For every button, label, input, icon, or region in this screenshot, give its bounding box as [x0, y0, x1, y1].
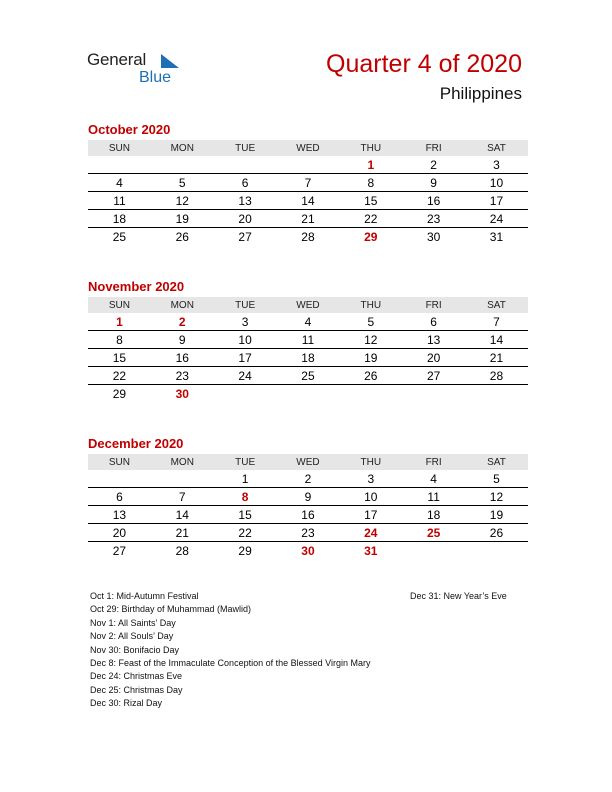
day-cell: 26 [175, 230, 189, 244]
weekday-label: WED [296, 299, 320, 311]
week-row [88, 524, 528, 542]
weekday-label: SAT [487, 142, 506, 154]
day-cell: 22 [112, 368, 127, 383]
day-cell: 6 [241, 175, 249, 190]
day-cell: 21 [301, 211, 315, 226]
day-cell: 16 [426, 193, 441, 208]
day-cell: 1 [367, 157, 375, 172]
week-row [88, 228, 528, 246]
week-row [88, 488, 528, 506]
month-title: November 2020 [88, 279, 185, 294]
holiday-note: Oct 29: Birthday of Muhammad (Mawlid) [90, 604, 252, 615]
week-row [88, 192, 528, 210]
weekday-header-row [88, 454, 528, 470]
month-title: December 2020 [88, 436, 184, 451]
holiday-list [90, 590, 390, 711]
calendar-grid [88, 297, 528, 403]
day-cell: 16 [175, 350, 189, 365]
brand-logo [87, 50, 187, 90]
holiday-note: Nov 2: All Souls’ Day [90, 631, 174, 642]
week-row [88, 506, 528, 524]
day-cell: 7 [178, 489, 186, 504]
week-row [88, 385, 528, 403]
weekday-label: MON [170, 142, 194, 154]
day-cell: 11 [427, 489, 440, 504]
day-cell: 29 [364, 230, 378, 244]
week-row [88, 331, 528, 349]
day-cell: 3 [493, 157, 500, 172]
day-cell: 2 [304, 471, 312, 486]
week-row [88, 542, 528, 560]
day-cell: 21 [489, 350, 504, 365]
week-row [88, 470, 528, 488]
day-cell: 27 [112, 544, 127, 558]
day-cell: 9 [430, 175, 437, 190]
weekday-label: THU [360, 456, 382, 468]
day-cell: 17 [364, 507, 378, 522]
day-cell: 24 [238, 368, 252, 383]
day-cell: 27 [238, 230, 252, 244]
day-cell: 7 [304, 175, 312, 190]
weekday-label: WED [296, 456, 320, 468]
weekday-label: THU [360, 299, 382, 311]
day-cell: 22 [364, 211, 378, 226]
day-cell: 14 [175, 507, 189, 522]
day-cell: 29 [112, 387, 127, 401]
day-cell: 3 [241, 314, 249, 329]
week-row [88, 367, 528, 385]
week-row [88, 313, 528, 331]
month-october [88, 122, 528, 246]
weekday-label: SAT [487, 299, 506, 311]
week-row [88, 156, 528, 174]
day-cell: 28 [301, 230, 315, 244]
day-cell: 17 [489, 193, 504, 208]
day-cell: 31 [364, 544, 378, 558]
day-cell: 6 [430, 314, 437, 329]
weekday-label: TUE [235, 456, 256, 468]
day-cell: 10 [489, 175, 504, 190]
logo-word-blue: Blue [139, 69, 172, 86]
day-cell: 3 [367, 471, 375, 486]
day-cell: 21 [175, 525, 189, 540]
weekday-label: FRI [425, 299, 442, 311]
weekday-label: FRI [425, 456, 442, 468]
day-cell: 31 [489, 230, 504, 244]
day-cell: 13 [426, 332, 441, 347]
day-cell: 25 [301, 368, 315, 383]
holiday-note: Dec 31: New Year’s Eve [410, 591, 507, 601]
logo-word-general: General [87, 50, 147, 69]
day-cell: 30 [426, 230, 441, 244]
weekday-label: THU [360, 142, 382, 154]
day-cell: 30 [301, 544, 315, 558]
day-cell: 28 [175, 544, 189, 558]
calendar-grid [88, 454, 528, 560]
day-cell: 8 [116, 332, 123, 347]
day-cell: 14 [489, 332, 504, 347]
holiday-note: Dec 24: Christmas Eve [90, 671, 183, 682]
day-cell: 20 [426, 350, 441, 365]
day-cell: 19 [489, 507, 504, 522]
week-row [88, 349, 528, 367]
day-cell: 10 [364, 489, 378, 504]
day-cell: 7 [493, 314, 500, 329]
day-cell: 18 [112, 211, 127, 226]
day-cell: 25 [426, 525, 441, 540]
calendar-grid [88, 140, 528, 246]
day-cell: 23 [301, 525, 315, 540]
day-cell: 20 [238, 211, 252, 226]
page-title: Quarter 4 of 2020 [326, 50, 522, 78]
weekday-label: MON [170, 456, 194, 468]
day-cell: 1 [116, 314, 123, 329]
week-row [88, 210, 528, 228]
day-cell: 9 [178, 332, 186, 347]
holiday-note: Nov 30: Bonifacio Day [90, 644, 180, 655]
day-cell: 19 [175, 211, 189, 226]
day-cell: 10 [238, 332, 252, 347]
day-cell: 5 [367, 314, 375, 329]
day-cell: 25 [112, 230, 127, 244]
weekday-label: MON [170, 299, 194, 311]
holiday-list-right [410, 590, 540, 603]
month-title: October 2020 [88, 122, 171, 137]
holiday-note: Nov 1: All Saints’ Day [90, 617, 176, 628]
day-cell: 2 [178, 314, 186, 329]
day-cell: 26 [489, 525, 504, 540]
day-cell: 13 [238, 193, 252, 208]
day-cell: 23 [175, 368, 189, 383]
day-cell: 24 [489, 211, 504, 226]
day-cell: 8 [241, 489, 249, 504]
day-cell: 5 [178, 175, 186, 190]
day-cell: 29 [238, 544, 252, 558]
day-cell: 17 [238, 350, 252, 365]
day-cell: 6 [116, 489, 123, 504]
weekday-label: SAT [487, 456, 506, 468]
day-cell: 13 [112, 507, 127, 522]
day-cell: 5 [493, 471, 500, 486]
weekday-label: TUE [235, 142, 256, 154]
country-name: Philippines [439, 84, 522, 103]
month-december [88, 436, 528, 560]
day-cell: 4 [116, 175, 123, 190]
holiday-note: Oct 1: Mid-Autumn Festival [90, 591, 199, 601]
day-cell: 24 [364, 525, 378, 540]
day-cell: 15 [238, 507, 252, 522]
day-cell: 4 [304, 314, 312, 329]
day-cell: 23 [426, 211, 441, 226]
holiday-note: Dec 30: Rizal Day [90, 698, 163, 709]
day-cell: 20 [112, 525, 127, 540]
weekday-header-row [88, 140, 528, 156]
week-row [88, 174, 528, 192]
day-cell: 18 [426, 507, 441, 522]
day-cell: 28 [489, 368, 504, 383]
day-cell: 1 [241, 471, 249, 486]
day-cell: 12 [489, 489, 504, 504]
day-cell: 9 [304, 489, 312, 504]
weekday-label: WED [296, 142, 320, 154]
day-cell: 12 [175, 193, 189, 208]
weekday-label: SUN [108, 142, 130, 154]
day-cell: 30 [175, 387, 189, 401]
weekday-label: SUN [108, 456, 130, 468]
day-cell: 18 [301, 350, 315, 365]
day-cell: 11 [113, 193, 126, 208]
day-cell: 15 [364, 193, 378, 208]
holiday-note: Dec 8: Feast of the Immaculate Conception of the Blessed Virgin Mary [90, 658, 371, 669]
day-cell: 14 [301, 193, 315, 208]
day-cell: 2 [430, 157, 437, 172]
weekday-header-row [88, 297, 528, 313]
day-cell: 11 [301, 332, 315, 347]
weekday-label: SUN [108, 299, 130, 311]
day-cell: 26 [364, 368, 378, 383]
day-cell: 22 [238, 525, 252, 540]
holiday-note: Dec 25: Christmas Day [90, 684, 183, 695]
day-cell: 19 [364, 350, 378, 365]
weekday-label: FRI [425, 142, 442, 154]
day-cell: 16 [301, 507, 315, 522]
weekday-label: TUE [235, 299, 256, 311]
day-cell: 4 [430, 471, 437, 486]
day-cell: 27 [426, 368, 441, 383]
day-cell: 12 [364, 332, 378, 347]
day-cell: 8 [367, 175, 375, 190]
day-cell: 15 [112, 350, 127, 365]
month-november [88, 279, 528, 403]
